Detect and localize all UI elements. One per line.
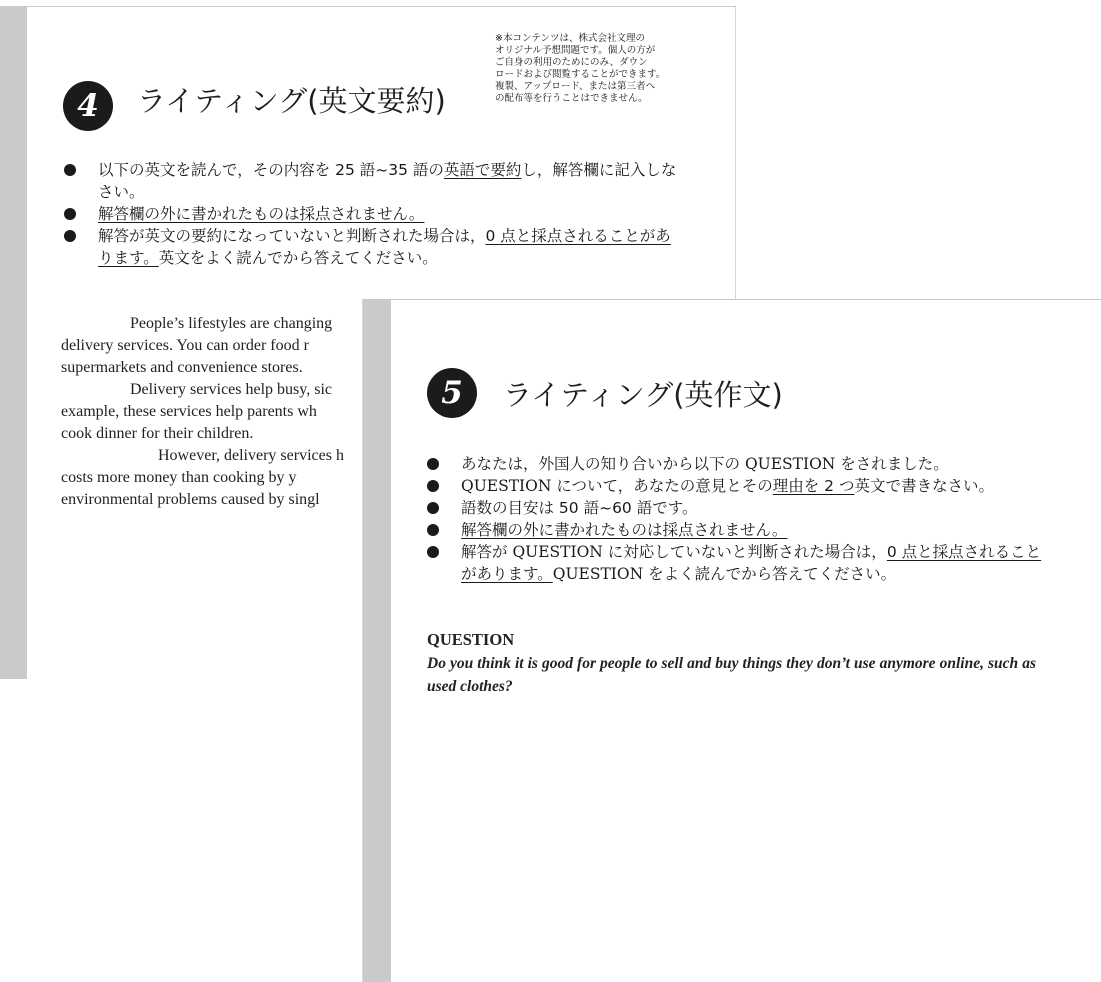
instruction-list [427,453,1047,585]
passage-line: cook dinner for their children. [61,425,254,442]
bullet-icon [427,480,439,492]
copyright-notice: ※本コンテンツは、株式会社文理の オリジナル予想問題です。個人の方が ご自身の利用のためにのみ、ダウン ロードおよび閲覧することができます。 複製、アップロード、または第三者へ の配布等を行うことはできません。 [495,33,666,104]
question-text: Do you think it is good for people to sell and buy things they don’t use anymore online, such as used clothes? [427,655,1036,695]
instruction-item: 以下の英文を読んで，その内容を 25 語~35 語の英語で要約し，解答欄に記入しなさい。 [64,159,679,203]
passage-line: supermarkets and convenience stores. [61,359,303,376]
passage-line: costs more money than cooking by y [61,469,297,486]
section-title: ライティング(英文要約) [137,84,446,118]
page-left-gutter [0,7,27,679]
passage-line: Delivery services help busy, sic [130,381,333,398]
document-page-5[interactable] [362,299,1101,982]
instruction-item: 解答欄の外に書かれたものは採点されません。 [64,203,679,225]
bullet-icon [64,208,76,220]
passage-line: environmental problems caused by singl [61,491,320,508]
bullet-icon [64,164,76,176]
passage-line: delivery services. You can order food r [61,337,309,354]
instruction-item: 解答が QUESTION に対応していないと判断された場合は，0 点と採点されることがあります。QUESTION をよく読んでから答えてください。 [427,541,1047,585]
reading-passage [61,313,344,511]
page-left-gutter [363,300,391,982]
section-number: 4 [77,88,99,124]
instruction-item: QUESTION について，あなたの意見とその理由を 2 つ英文で書きなさい。 [427,475,1047,497]
instruction-list [64,159,679,269]
section-number: 5 [441,375,463,411]
bullet-icon [427,502,439,514]
instruction-item: 解答が英文の要約になっていないと判断された場合は，0 点と採点されることがあります。英文をよく読んでから答えてください。 [64,225,679,269]
question-label: QUESTION [427,630,515,649]
section-title: ライティング(英作文) [503,378,783,412]
section-number-badge [427,368,477,418]
bullet-icon [427,458,439,470]
passage-line: example, these services help parents wh [61,403,317,420]
instruction-item: あなたは，外国人の知り合いから以下の QUESTION をされました。 [427,453,1047,475]
passage-line: People’s lifestyles are changing [130,315,333,332]
instruction-item: 語数の目安は 50 語~60 語です。 [427,497,1047,519]
bullet-icon [427,546,439,558]
bullet-icon [427,524,439,536]
instruction-item: 解答欄の外に書かれたものは採点されません。 [427,519,1047,541]
bullet-icon [64,230,76,242]
section-number-badge [63,81,113,131]
passage-line: However, delivery services h [158,447,344,464]
